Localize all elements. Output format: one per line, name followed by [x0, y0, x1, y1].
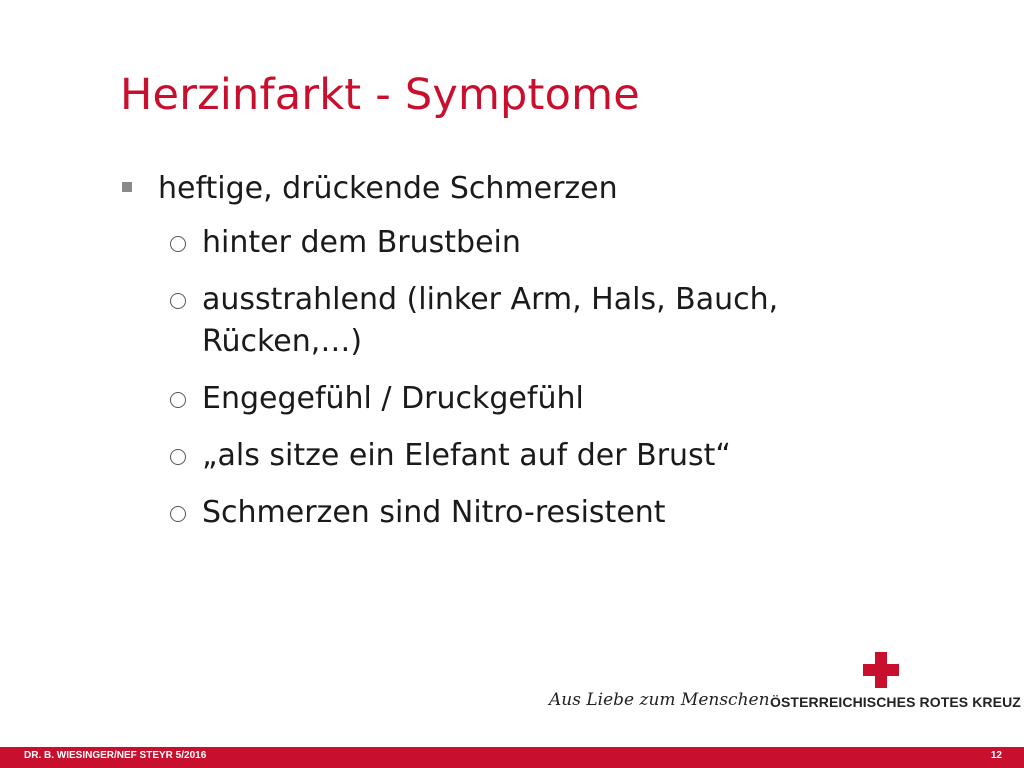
square-bullet-icon [122, 182, 132, 192]
circle-bullet-icon [170, 449, 186, 465]
circle-bullet-icon [170, 236, 186, 252]
sub-bullet-text: Schmerzen sind Nitro-resistent [202, 495, 666, 530]
sub-bullet-item [122, 222, 882, 264]
footer-author: DR. B. WIESINGER/NEF STEYR 5/2016 [24, 750, 207, 761]
organization-name: ÖSTERREICHISCHES ROTES KREUZ [770, 694, 1021, 710]
circle-bullet-icon [170, 293, 186, 309]
bullet-list [122, 168, 882, 549]
sub-bullet-item [122, 279, 882, 363]
slide-title: Herzinfarkt - Symptome [120, 70, 640, 120]
tagline: Aus Liebe zum Menschen. [549, 690, 775, 710]
circle-bullet-icon [170, 506, 186, 522]
sub-bullet-text: „als sitze ein Elefant auf der Brust“ [202, 438, 731, 473]
sub-bullet-text: Engegefühl / Druckgefühl [202, 381, 584, 416]
cross-bar-horizontal [863, 664, 899, 676]
bullet-item [122, 168, 882, 210]
sub-bullet-text: ausstrahlend (linker Arm, Hals, Bauch, Rücken,…) [202, 282, 779, 359]
sub-bullet-item [122, 378, 882, 420]
page-number: 12 [990, 750, 1002, 761]
bullet-text: heftige, drückende Schmerzen [158, 171, 618, 206]
footer-bar [0, 747, 1024, 768]
circle-bullet-icon [170, 392, 186, 408]
sub-bullet-item [122, 492, 882, 534]
red-cross-icon [863, 652, 899, 688]
sub-bullet-text: hinter dem Brustbein [202, 225, 521, 260]
sub-bullet-item [122, 435, 882, 477]
